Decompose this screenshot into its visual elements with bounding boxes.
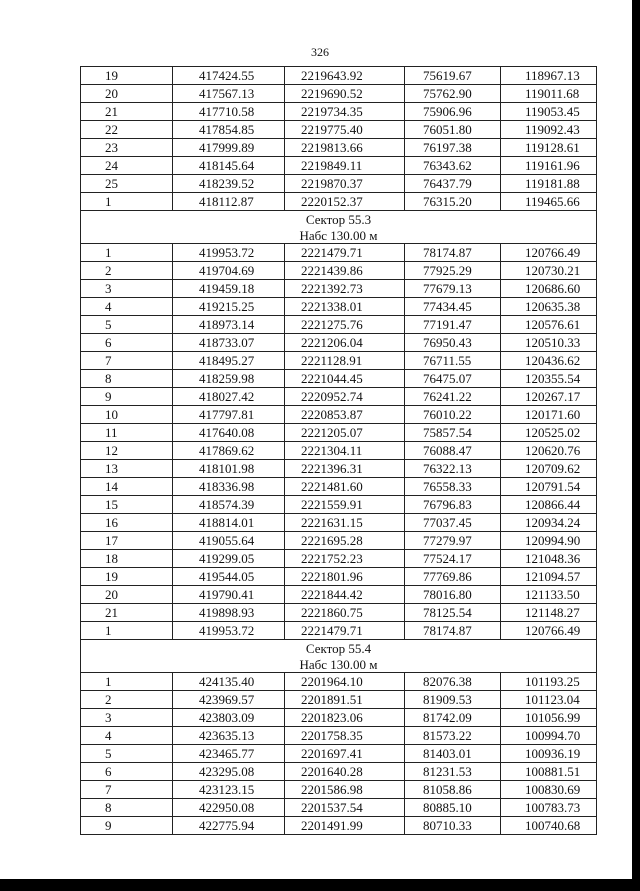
table-cell: 76051.80: [405, 121, 501, 139]
table-row: [81, 586, 597, 604]
table-cell: 2220152.37: [285, 193, 405, 211]
table-cell: 2221844.42: [285, 586, 405, 604]
table-cell: 418027.42: [173, 388, 285, 406]
table-cell: 8: [81, 370, 173, 388]
table-cell: 76343.62: [405, 157, 501, 175]
table-cell: 2221481.60: [285, 478, 405, 496]
table-cell: 78016.80: [405, 586, 501, 604]
table-cell: 9: [81, 817, 173, 835]
table-cell: 2: [81, 262, 173, 280]
table-cell: 78174.87: [405, 622, 501, 640]
table-cell: 2221206.04: [285, 334, 405, 352]
table-cell: 6: [81, 334, 173, 352]
table-cell: 120791.54: [501, 478, 597, 496]
table-cell: 2221479.71: [285, 244, 405, 262]
table-row: [81, 709, 597, 727]
table-cell: 418336.98: [173, 478, 285, 496]
table-cell: 76711.55: [405, 352, 501, 370]
table-cell: 77037.45: [405, 514, 501, 532]
table-cell: 76088.47: [405, 442, 501, 460]
table-row: [81, 424, 597, 442]
table-cell: 81909.53: [405, 691, 501, 709]
table-cell: 100936.19: [501, 745, 597, 763]
table-cell: 2220952.74: [285, 388, 405, 406]
table-cell: 77925.29: [405, 262, 501, 280]
table-row: [81, 193, 597, 211]
table-cell: 4: [81, 298, 173, 316]
table-cell: 78174.87: [405, 244, 501, 262]
table-row: [81, 157, 597, 175]
table-cell: 423123.15: [173, 781, 285, 799]
table-cell: 75906.96: [405, 103, 501, 121]
table-cell: 101056.99: [501, 709, 597, 727]
table-cell: 418239.52: [173, 175, 285, 193]
table-row: [81, 352, 597, 370]
table-cell: 120436.62: [501, 352, 597, 370]
table-cell: 80710.33: [405, 817, 501, 835]
table-cell: 1: [81, 673, 173, 691]
table-cell: 77279.97: [405, 532, 501, 550]
table-cell: 120620.76: [501, 442, 597, 460]
table-row: [81, 139, 597, 157]
table-cell: 423803.09: [173, 709, 285, 727]
table-row: [81, 496, 597, 514]
table-cell: 419953.72: [173, 622, 285, 640]
table-row: [81, 817, 597, 835]
table-cell: 22: [81, 121, 173, 139]
table-cell: 3: [81, 709, 173, 727]
table-cell: 101193.25: [501, 673, 597, 691]
table-cell: 1: [81, 244, 173, 262]
table-cell: 13: [81, 460, 173, 478]
table-cell: 121094.57: [501, 568, 597, 586]
table-cell: 120525.02: [501, 424, 597, 442]
table-row: [81, 478, 597, 496]
table-cell: 120171.60: [501, 406, 597, 424]
table-cell: 2221479.71: [285, 622, 405, 640]
table-cell: 119181.88: [501, 175, 597, 193]
table-cell: 120510.33: [501, 334, 597, 352]
sector-height: Набс 130.00 м: [81, 227, 597, 244]
table-row: [81, 262, 597, 280]
table-cell: 119053.45: [501, 103, 597, 121]
table-row: [81, 442, 597, 460]
table-cell: 4: [81, 727, 173, 745]
table-row: [81, 568, 597, 586]
table-cell: 14: [81, 478, 173, 496]
table-row: [81, 244, 597, 262]
table-cell: 19: [81, 568, 173, 586]
table-cell: 6: [81, 763, 173, 781]
scan-edge-right: [632, 0, 640, 891]
table-cell: 24: [81, 157, 173, 175]
table-cell: 120994.90: [501, 532, 597, 550]
table-cell: 120866.44: [501, 496, 597, 514]
table-cell: 15: [81, 496, 173, 514]
table-cell: 76241.22: [405, 388, 501, 406]
table-cell: 119128.61: [501, 139, 597, 157]
table-cell: 3: [81, 280, 173, 298]
table-cell: 75619.67: [405, 67, 501, 85]
table-row: [81, 604, 597, 622]
table-cell: 120730.21: [501, 262, 597, 280]
table-cell: 76315.20: [405, 193, 501, 211]
table-cell: 120267.17: [501, 388, 597, 406]
table-cell: 2221338.01: [285, 298, 405, 316]
table-cell: 77524.17: [405, 550, 501, 568]
table-cell: 120686.60: [501, 280, 597, 298]
table-row: [81, 460, 597, 478]
table-cell: 76010.22: [405, 406, 501, 424]
table-cell: 2219643.92: [285, 67, 405, 85]
table-row: [81, 622, 597, 640]
table-cell: 2221695.28: [285, 532, 405, 550]
table-cell: 424135.40: [173, 673, 285, 691]
table-cell: 2221205.07: [285, 424, 405, 442]
table-cell: 2201640.28: [285, 763, 405, 781]
table-cell: 80885.10: [405, 799, 501, 817]
table-cell: 81058.86: [405, 781, 501, 799]
table-row: [81, 103, 597, 121]
table-cell: 419704.69: [173, 262, 285, 280]
page-number: 326: [311, 45, 329, 59]
table-cell: 419898.93: [173, 604, 285, 622]
table-cell: 419055.64: [173, 532, 285, 550]
table-cell: 100881.51: [501, 763, 597, 781]
table-cell: 76437.79: [405, 175, 501, 193]
table-cell: 23: [81, 139, 173, 157]
table-cell: 19: [81, 67, 173, 85]
table-cell: 2221752.23: [285, 550, 405, 568]
table-cell: 121048.36: [501, 550, 597, 568]
table-cell: 423969.57: [173, 691, 285, 709]
table-cell: 2219849.11: [285, 157, 405, 175]
table-cell: 417869.62: [173, 442, 285, 460]
table-cell: 120635.38: [501, 298, 597, 316]
table-cell: 2201964.10: [285, 673, 405, 691]
table-cell: 120576.61: [501, 316, 597, 334]
table-cell: 418574.39: [173, 496, 285, 514]
table-cell: 419299.05: [173, 550, 285, 568]
table-cell: 120766.49: [501, 622, 597, 640]
table-cell: 77679.13: [405, 280, 501, 298]
table-cell: 77191.47: [405, 316, 501, 334]
table-cell: 417567.13: [173, 85, 285, 103]
table-cell: 16: [81, 514, 173, 532]
table-cell: 2221860.75: [285, 604, 405, 622]
table-cell: 2219870.37: [285, 175, 405, 193]
table-cell: 7: [81, 352, 173, 370]
table-cell: 419790.41: [173, 586, 285, 604]
table-row: [81, 85, 597, 103]
table-row: [81, 370, 597, 388]
table-cell: 7: [81, 781, 173, 799]
table-cell: 422950.08: [173, 799, 285, 817]
table-cell: 2221559.91: [285, 496, 405, 514]
table-cell: 75857.54: [405, 424, 501, 442]
table-row: [81, 799, 597, 817]
table-cell: 419953.72: [173, 244, 285, 262]
table-cell: 418112.87: [173, 193, 285, 211]
table-cell: 119161.96: [501, 157, 597, 175]
table-cell: 2221392.73: [285, 280, 405, 298]
table-cell: 121148.27: [501, 604, 597, 622]
table-cell: 423635.13: [173, 727, 285, 745]
table-cell: 77434.45: [405, 298, 501, 316]
sector-height-row: [81, 227, 597, 244]
table-cell: 417999.89: [173, 139, 285, 157]
table-row: [81, 334, 597, 352]
table-cell: 81742.09: [405, 709, 501, 727]
table-cell: 422775.94: [173, 817, 285, 835]
table-cell: 2201537.54: [285, 799, 405, 817]
table-cell: 417424.55: [173, 67, 285, 85]
table-cell: 12: [81, 442, 173, 460]
coordinates-table: [80, 66, 597, 835]
scan-edge-bottom: [0, 879, 640, 891]
table-cell: 120934.24: [501, 514, 597, 532]
table-cell: 2: [81, 691, 173, 709]
table-cell: 81231.53: [405, 763, 501, 781]
table-cell: 418973.14: [173, 316, 285, 334]
table-cell: 417640.08: [173, 424, 285, 442]
table-cell: 100994.70: [501, 727, 597, 745]
table-row: [81, 175, 597, 193]
table-cell: 2221631.15: [285, 514, 405, 532]
table-cell: 9: [81, 388, 173, 406]
table-cell: 77769.86: [405, 568, 501, 586]
table-row: [81, 745, 597, 763]
table-cell: 75762.90: [405, 85, 501, 103]
sector-height: Набс 130.00 м: [81, 656, 597, 673]
table-cell: 2201823.06: [285, 709, 405, 727]
table-cell: 418145.64: [173, 157, 285, 175]
table-row: [81, 763, 597, 781]
table-cell: 76796.83: [405, 496, 501, 514]
table-cell: 1: [81, 622, 173, 640]
table-cell: 118967.13: [501, 67, 597, 85]
table-row: [81, 727, 597, 745]
table-cell: 21: [81, 103, 173, 121]
table-cell: 2201891.51: [285, 691, 405, 709]
table-cell: 2220853.87: [285, 406, 405, 424]
table-cell: 76197.38: [405, 139, 501, 157]
table-row: [81, 67, 597, 85]
table-cell: 119465.66: [501, 193, 597, 211]
table-row: [81, 691, 597, 709]
table-cell: 2219775.40: [285, 121, 405, 139]
table-cell: 8: [81, 799, 173, 817]
table-cell: 417854.85: [173, 121, 285, 139]
table-cell: 119092.43: [501, 121, 597, 139]
table-cell: 5: [81, 745, 173, 763]
table-cell: 419459.18: [173, 280, 285, 298]
table-row: [81, 532, 597, 550]
table-cell: 2201491.99: [285, 817, 405, 835]
table-cell: 5: [81, 316, 173, 334]
table-cell: 418259.98: [173, 370, 285, 388]
table-cell: 20: [81, 586, 173, 604]
table-cell: 78125.54: [405, 604, 501, 622]
table-cell: 120355.54: [501, 370, 597, 388]
table-cell: 119011.68: [501, 85, 597, 103]
table-cell: 2221439.86: [285, 262, 405, 280]
table-cell: 100830.69: [501, 781, 597, 799]
table-row: [81, 550, 597, 568]
table-cell: 18: [81, 550, 173, 568]
table-cell: 10: [81, 406, 173, 424]
table-cell: 81573.22: [405, 727, 501, 745]
table-cell: 2219734.35: [285, 103, 405, 121]
table-cell: 101123.04: [501, 691, 597, 709]
table-cell: 2219813.66: [285, 139, 405, 157]
table-cell: 417797.81: [173, 406, 285, 424]
table-cell: 2221396.31: [285, 460, 405, 478]
table-row: [81, 406, 597, 424]
table-cell: 121133.50: [501, 586, 597, 604]
table-cell: 2201758.35: [285, 727, 405, 745]
table-row: [81, 514, 597, 532]
table-cell: 100783.73: [501, 799, 597, 817]
table-cell: 419544.05: [173, 568, 285, 586]
table-cell: 21: [81, 604, 173, 622]
sector-title: Сектор 55.3: [81, 211, 597, 228]
table-cell: 20: [81, 85, 173, 103]
table-cell: 25: [81, 175, 173, 193]
table-row: [81, 298, 597, 316]
table-cell: 2221304.11: [285, 442, 405, 460]
table-cell: 76950.43: [405, 334, 501, 352]
table-cell: 82076.38: [405, 673, 501, 691]
sector-title-row: [81, 640, 597, 657]
table-cell: 120709.62: [501, 460, 597, 478]
table-cell: 81403.01: [405, 745, 501, 763]
table-cell: 423295.08: [173, 763, 285, 781]
table-cell: 2201586.98: [285, 781, 405, 799]
table-cell: 418733.07: [173, 334, 285, 352]
table-cell: 417710.58: [173, 103, 285, 121]
table-cell: 2221801.96: [285, 568, 405, 586]
table-cell: 423465.77: [173, 745, 285, 763]
sector-height-row: [81, 656, 597, 673]
table-row: [81, 316, 597, 334]
table-cell: 76558.33: [405, 478, 501, 496]
table-cell: 2221275.76: [285, 316, 405, 334]
coordinates-table-body: [81, 67, 597, 835]
table-row: [81, 781, 597, 799]
table-row: [81, 280, 597, 298]
table-cell: 17: [81, 532, 173, 550]
table-row: [81, 388, 597, 406]
table-cell: 418814.01: [173, 514, 285, 532]
sector-title-row: [81, 211, 597, 228]
table-cell: 100740.68: [501, 817, 597, 835]
table-cell: 2221044.45: [285, 370, 405, 388]
table-row: [81, 121, 597, 139]
table-cell: 419215.25: [173, 298, 285, 316]
table-row: [81, 673, 597, 691]
table-cell: 2221128.91: [285, 352, 405, 370]
table-cell: 2219690.52: [285, 85, 405, 103]
table-cell: 418101.98: [173, 460, 285, 478]
sector-title: Сектор 55.4: [81, 640, 597, 657]
table-cell: 2201697.41: [285, 745, 405, 763]
table-cell: 1: [81, 193, 173, 211]
table-cell: 76475.07: [405, 370, 501, 388]
table-cell: 76322.13: [405, 460, 501, 478]
table-cell: 120766.49: [501, 244, 597, 262]
table-cell: 418495.27: [173, 352, 285, 370]
table-cell: 11: [81, 424, 173, 442]
